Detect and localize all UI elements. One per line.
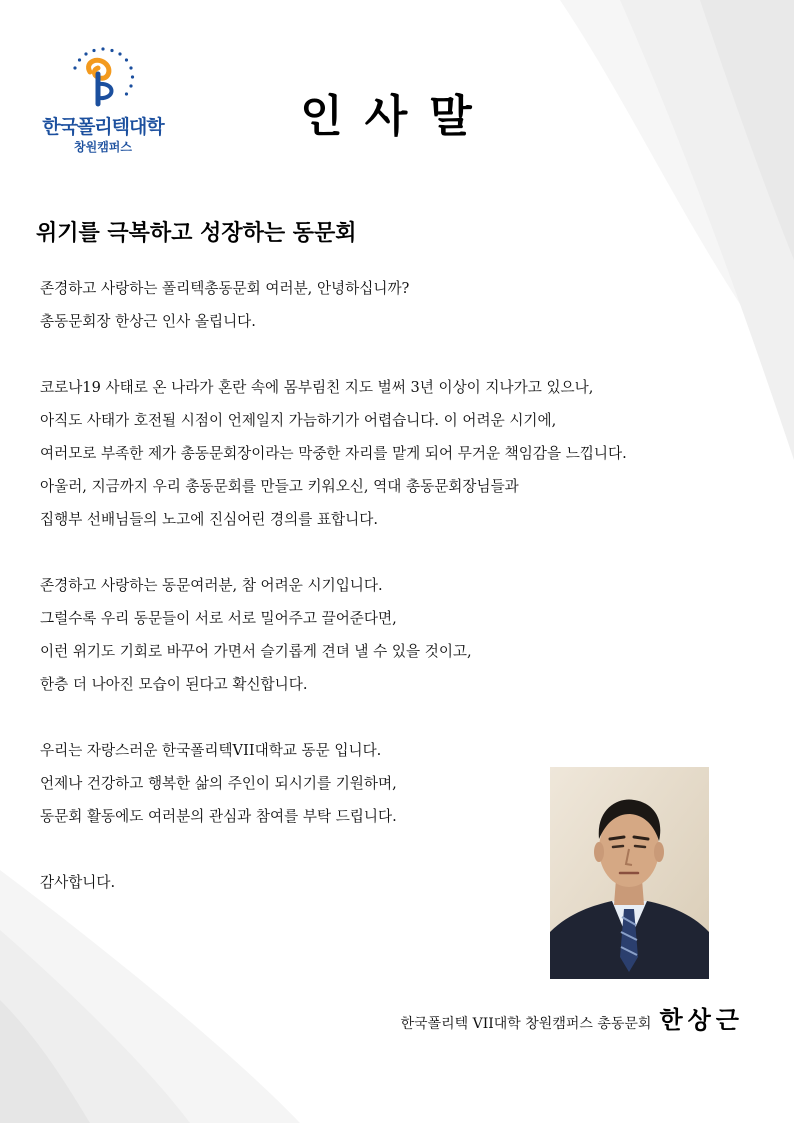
body-line: 우리는 자랑스러운 한국폴리텍VII대학교 동문 입니다. [40,742,382,759]
president-portrait [550,767,709,979]
body-line: 동문회 활동에도 여러분의 관심과 참여를 부탁 드립니다. [40,808,397,825]
page-title: 인사말 [300,91,494,142]
body-line: 아울러, 지금까지 우리 총동문회를 만들고 키워오신, 역대 총동문회장님들과 [40,478,519,495]
portrait-image [550,767,709,979]
greeting-subtitle: 위기를 극복하고 성장하는 동문회 [36,221,357,246]
body-line: 그럴수록 우리 동문들이 서로 서로 밀어주고 끌어준다면, [40,610,397,627]
body-line: 존경하고 사랑하는 동문여러분, 참 어려운 시기입니다. [40,577,383,594]
body-line: 여러모로 부족한 제가 총동문회장이라는 막중한 자리를 맡게 되어 무거운 책임감을 느낍니다. [40,445,627,462]
logo-mark-icon [68,44,138,110]
college-logo [38,44,168,156]
body-line: 총동문회장 한상근 인사 올립니다. [40,313,256,330]
paragraph-gap [40,701,770,734]
body-line: 집행부 선배님들의 노고에 진심어린 경의를 표합니다. [40,511,378,528]
signature-name: 한상근 [659,1006,744,1034]
paragraph-gap [40,338,770,371]
logo-campus-name: 창원캠퍼스 [74,140,132,154]
logo-college-name: 한국폴리텍대학 [42,116,164,138]
body-line: 코로나19 사태로 온 나라가 혼란 속에 몸부림친 지도 벌써 3년 이상이 지나가고 있으나, [40,379,594,396]
signature-organization: 한국폴리텍 VII대학 창원캠퍼스 총동문회 [400,1016,652,1032]
body-line: 한층 더 나아진 모습이 된다고 확신합니다. [40,676,308,693]
body-line: 이런 위기도 기회로 바꾸어 가면서 슬기롭게 견뎌 낼 수 있을 것이고, [40,643,472,660]
body-line: 감사합니다. [40,874,116,891]
paragraph-gap [40,536,770,569]
body-line: 언제나 건강하고 행복한 삶의 주인이 되시기를 기원하며, [40,775,397,792]
body-line: 존경하고 사랑하는 폴리텍총동문회 여러분, 안녕하십니까? [40,280,410,297]
signature [401,1000,744,1035]
body-line: 아직도 사태가 호전될 시점이 언제일지 가늠하기가 어렵습니다. 이 어려운 시기에, [40,412,557,429]
